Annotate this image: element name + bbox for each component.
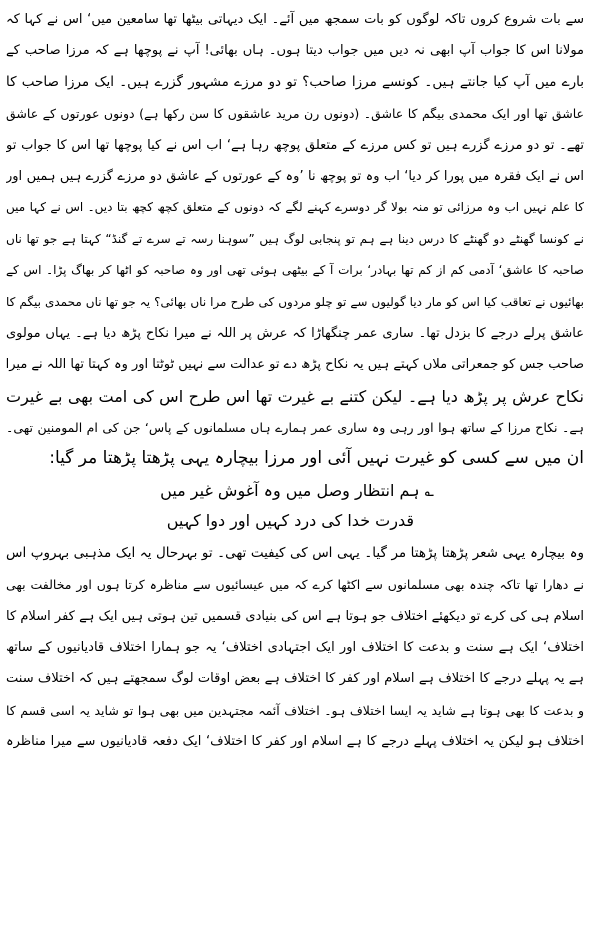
text-line: بارے میں آپ کیا جانتے ہیں۔ کونسے مرزا صاحب؟ تو دو مرزے مشہور گزرے ہیں۔ ایک مرزا صاحب کا — [6, 73, 584, 90]
text-line: اختلاف‘ ایک ہے سنت و بدعت کا اختلاف اور ایک اجتہادی اختلاف‘ یہ جو ہمارا اختلاف قادیانیوں کے ساتھ — [6, 640, 584, 656]
text-line: صاحب جس کو جمعراتی ملاں کہتے ہیں یہ نکاح پڑھ دے تو عدالت سے نہیں ٹوٹتا اور وہ کہتا تھا اللہ نے میرا — [6, 357, 584, 373]
verse-line: ؎ ہم انتظار وصل میں وہ آغوش غیر میں — [160, 480, 434, 500]
paragraph-2 — [6, 538, 584, 758]
paragraph-1 — [6, 4, 584, 475]
text-line: اختلاف ہو لیکن یہ اختلاف پہلے درجے کا ہے اسلام اور کفر کا اختلاف‘ ایک دفعہ قادیانیوں سے میرا مناظرہ — [6, 734, 584, 750]
verse-line: قدرت خدا کی درد کہیں اور دوا کہیں — [166, 510, 414, 530]
text-line: عاشق تھا اور ایک محمدی بیگم کا عاشق۔ (دونوں رن مرید عاشقوں کا سن رکھا ہے) دونوں عورتوں کے عاشق — [6, 106, 584, 122]
text-line: عاشق پرلے درجے کا بزدل تھا۔ ساری عمر چنگھاڑا کہ عرش پر اللہ نے میرا نکاح پڑھ دیا ہے۔ یہاں مولوی — [6, 325, 584, 341]
text-line: تھے۔ تو دو مرزے گزرے ہیں تو کس مرزے کے متعلق پوچھ رہا ہے‘ اب اس نے کیا پوچھا تھا اس کا جواب تو — [6, 137, 584, 153]
text-line: ان میں سے کسی کو غیرت نہیں آئی اور مرزا بیچارہ یہی پڑھتا پڑھتا مر گیا: — [49, 448, 584, 469]
text-line: وہ بیچارہ یہی شعر پڑھتا پڑھتا مر گیا۔ یہی اس کی کیفیت تھی۔ تو بہرحال یہ ایک مذہبی بہروپ اس — [6, 544, 584, 561]
text-line: سے بات شروع کروں تاکہ لوگوں کو بات سمجھ میں آئے۔ ایک دیہاتی بیٹھا تھا سامعین میں‘ اس نے کہا کہ — [6, 12, 584, 27]
text-line: مولانا اس کا جواب آپ ابھی نہ دیں میں جواب دیتا ہوں۔ ہاں بھائی! آپ نے پوچھا ہے کہ مرزا صاحب کے — [6, 43, 584, 59]
text-line: نے کونسا گھنٹے دو گھنٹے کا درس دینا ہے ہم تو پنجابی لوگ ہیں ”سوہنا رسہ تے سرے تے گنڈ“ کہتا ہے جو تھا ناں — [6, 231, 584, 246]
text-line: صاحبہ کا عاشق‘ آدمی کم از کم تھا بہادر‘ برات آ کے بیٹھی ہوئی تھی اور وہ صاحبہ کو اٹھا کر بھاگ پڑا۔ اس کے — [6, 263, 584, 278]
text-line: کا علم نہیں اب وہ مرزائی تو منہ بولا گر دوسرے کہنے لگے کہ دونوں کے متعلق کچھ کچھ بتا دیں۔ اس نے کہا میں — [6, 200, 584, 215]
text-line: ہے۔ نکاح مرزا کے ساتھ ہوا اور رہی وہ ساری عمر ہمارے ہاں مسلمانوں کے پاس‘ جن کی ام المومنین تھی۔ — [6, 420, 584, 436]
text-line: و بدعت کا بھی ہوتا ہے شاید یہ ایسا اختلاف ہو۔ اختلاف آئمہ مجتہدین میں بھی ہوا تو شاید یہ اسی قسم کا — [6, 702, 584, 718]
text-line: اسلام ہی کی کرے تو دیکھئے اختلاف جو ہوتا ہے اس کی بنیادی قسمیں تین ہوتی ہیں ایک ہے کفر اسلام کا — [6, 608, 584, 624]
text-line: نے دھارا تھا تاکہ چندہ بھی مسلمانوں سے اکٹھا کرے کہ میں عیسائیوں سے مناظرہ کرتا ہوں اور مخالفت بھی — [6, 577, 584, 593]
couplet — [6, 476, 584, 536]
text-line: اس نے ایک فقرہ میں پورا کر دیا‘ اب وہ تو پوچھ نا ’وہ کے عورتوں کے عاشق دو مرزے گزرے ہیں ہمیں اور — [6, 168, 584, 184]
text-line: نکاح عرش پر پڑھ دیا ہے۔ لیکن کتنے بے غیرت تھا اس طرح اس کی امت بھی بے غیرت — [6, 386, 584, 406]
text-line: بھائیوں نے تعاقب کیا اس کو مار دیا گولیوں سے تو چلو مردوں کی طرح مرا ناں بھائی؟ یہ جو تھا ناں محمدی بیگم کا — [6, 294, 584, 309]
text-line: ہے یہ پہلے درجے کا اختلاف ہے اسلام اور کفر کا اختلاف ہے بعض اوقات لوگ سمجھتے ہیں کہ اختلاف سنت — [6, 671, 584, 687]
